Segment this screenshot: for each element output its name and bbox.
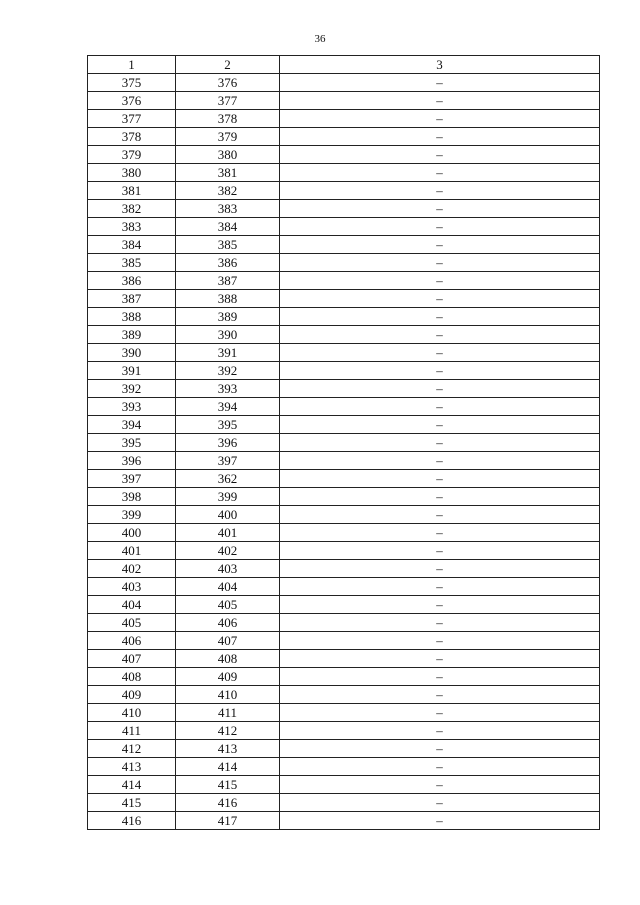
table-cell-col-1: 389 <box>88 326 176 344</box>
table-cell-col-3: – <box>280 470 600 488</box>
table-cell-col-2: 411 <box>176 704 280 722</box>
table-cell-col-3: – <box>280 362 600 380</box>
table-cell-col-3: – <box>280 542 600 560</box>
table-cell-col-1: 379 <box>88 146 176 164</box>
table-cell-col-2: 396 <box>176 434 280 452</box>
table-cell-col-2: 393 <box>176 380 280 398</box>
table-row <box>88 200 600 218</box>
table-cell-col-2: 401 <box>176 524 280 542</box>
table-cell-col-2: 404 <box>176 578 280 596</box>
table-cell-col-1: 385 <box>88 254 176 272</box>
table-cell-col-2: 362 <box>176 470 280 488</box>
table-row <box>88 272 600 290</box>
table-cell-col-2: 389 <box>176 308 280 326</box>
table-cell-col-2: 391 <box>176 344 280 362</box>
table-cell-col-2: 412 <box>176 722 280 740</box>
table-cell-col-1: 390 <box>88 344 176 362</box>
table-cell-col-3: – <box>280 92 600 110</box>
table-cell-col-3: – <box>280 74 600 92</box>
table-row <box>88 326 600 344</box>
table-cell-col-1: 408 <box>88 668 176 686</box>
table-cell-col-2: 399 <box>176 488 280 506</box>
table-cell-col-1: 410 <box>88 704 176 722</box>
table-cell-col-3: – <box>280 290 600 308</box>
table-cell-col-2: 403 <box>176 560 280 578</box>
table-row <box>88 380 600 398</box>
column-header-3: 3 <box>280 56 600 74</box>
table-row <box>88 488 600 506</box>
table-cell-col-2: 414 <box>176 758 280 776</box>
table-row <box>88 524 600 542</box>
table-row <box>88 344 600 362</box>
table-row <box>88 164 600 182</box>
table-cell-col-1: 380 <box>88 164 176 182</box>
table-cell-col-2: 383 <box>176 200 280 218</box>
table-row <box>88 740 600 758</box>
table-row <box>88 74 600 92</box>
table-cell-col-3: – <box>280 686 600 704</box>
table-cell-col-1: 387 <box>88 290 176 308</box>
table-cell-col-2: 394 <box>176 398 280 416</box>
table-row <box>88 308 600 326</box>
table-cell-col-1: 375 <box>88 74 176 92</box>
table-cell-col-2: 408 <box>176 650 280 668</box>
table-cell-col-3: – <box>280 308 600 326</box>
table-cell-col-1: 386 <box>88 272 176 290</box>
table-cell-col-1: 412 <box>88 740 176 758</box>
table-row <box>88 686 600 704</box>
table-row <box>88 812 600 830</box>
table-cell-col-1: 404 <box>88 596 176 614</box>
table-cell-col-1: 400 <box>88 524 176 542</box>
table-cell-col-1: 414 <box>88 776 176 794</box>
table-cell-col-3: – <box>280 614 600 632</box>
table-cell-col-2: 377 <box>176 92 280 110</box>
table-cell-col-3: – <box>280 452 600 470</box>
table-row <box>88 542 600 560</box>
table-cell-col-2: 413 <box>176 740 280 758</box>
table-cell-col-2: 388 <box>176 290 280 308</box>
table-cell-col-3: – <box>280 146 600 164</box>
table-cell-col-1: 383 <box>88 218 176 236</box>
table-row <box>88 560 600 578</box>
table-cell-col-3: – <box>280 254 600 272</box>
table-row <box>88 794 600 812</box>
table-cell-col-2: 379 <box>176 128 280 146</box>
table-cell-col-2: 392 <box>176 362 280 380</box>
table-cell-col-1: 393 <box>88 398 176 416</box>
table-cell-col-3: – <box>280 578 600 596</box>
table-cell-col-1: 411 <box>88 722 176 740</box>
table-row <box>88 128 600 146</box>
table-row <box>88 722 600 740</box>
table-cell-col-2: 409 <box>176 668 280 686</box>
table-cell-col-3: – <box>280 650 600 668</box>
table-cell-col-2: 380 <box>176 146 280 164</box>
table-cell-col-3: – <box>280 506 600 524</box>
table-cell-col-3: – <box>280 398 600 416</box>
table-cell-col-3: – <box>280 794 600 812</box>
table-row <box>88 758 600 776</box>
table-cell-col-1: 377 <box>88 110 176 128</box>
table-row <box>88 578 600 596</box>
table-cell-col-3: – <box>280 326 600 344</box>
table-cell-col-3: – <box>280 164 600 182</box>
table-cell-col-1: 378 <box>88 128 176 146</box>
table-cell-col-1: 416 <box>88 812 176 830</box>
table-row <box>88 596 600 614</box>
table-cell-col-2: 382 <box>176 182 280 200</box>
table-row <box>88 362 600 380</box>
table-cell-col-1: 392 <box>88 380 176 398</box>
table-cell-col-3: – <box>280 560 600 578</box>
table-row <box>88 452 600 470</box>
table-cell-col-2: 384 <box>176 218 280 236</box>
table-cell-col-3: – <box>280 416 600 434</box>
table-cell-col-1: 388 <box>88 308 176 326</box>
table-cell-col-1: 403 <box>88 578 176 596</box>
table-cell-col-3: – <box>280 380 600 398</box>
table-cell-col-3: – <box>280 812 600 830</box>
table-row <box>88 182 600 200</box>
table-cell-col-2: 397 <box>176 452 280 470</box>
table-cell-col-3: – <box>280 344 600 362</box>
table-cell-col-3: – <box>280 182 600 200</box>
table-cell-col-1: 398 <box>88 488 176 506</box>
table-cell-col-1: 405 <box>88 614 176 632</box>
table-cell-col-3: – <box>280 110 600 128</box>
table-cell-col-2: 406 <box>176 614 280 632</box>
table-cell-col-1: 382 <box>88 200 176 218</box>
table-cell-col-3: – <box>280 596 600 614</box>
table-cell-col-2: 386 <box>176 254 280 272</box>
table-row <box>88 506 600 524</box>
table-cell-col-2: 405 <box>176 596 280 614</box>
table-cell-col-1: 396 <box>88 452 176 470</box>
table-cell-col-2: 390 <box>176 326 280 344</box>
data-table <box>87 55 600 830</box>
table-cell-col-3: – <box>280 722 600 740</box>
table-row <box>88 92 600 110</box>
table-cell-col-3: – <box>280 668 600 686</box>
table-cell-col-1: 409 <box>88 686 176 704</box>
table-cell-col-2: 395 <box>176 416 280 434</box>
table-cell-col-2: 376 <box>176 74 280 92</box>
page-number: 36 <box>314 33 326 45</box>
table-cell-col-3: – <box>280 776 600 794</box>
table-cell-col-2: 385 <box>176 236 280 254</box>
table-cell-col-1: 381 <box>88 182 176 200</box>
table-cell-col-1: 413 <box>88 758 176 776</box>
table-cell-col-1: 406 <box>88 632 176 650</box>
table-cell-col-3: – <box>280 524 600 542</box>
table-cell-col-2: 402 <box>176 542 280 560</box>
table-cell-col-3: – <box>280 236 600 254</box>
table-cell-col-2: 400 <box>176 506 280 524</box>
table-cell-col-3: – <box>280 704 600 722</box>
table-cell-col-2: 415 <box>176 776 280 794</box>
table-cell-col-3: – <box>280 758 600 776</box>
table-cell-col-1: 399 <box>88 506 176 524</box>
table-cell-col-1: 391 <box>88 362 176 380</box>
table-cell-col-3: – <box>280 632 600 650</box>
table-row <box>88 416 600 434</box>
table-row <box>88 398 600 416</box>
table-row <box>88 290 600 308</box>
table-row <box>88 434 600 452</box>
table-row <box>88 776 600 794</box>
table-row <box>88 668 600 686</box>
table-cell-col-1: 407 <box>88 650 176 668</box>
table-cell-col-1: 401 <box>88 542 176 560</box>
table-header-row <box>88 56 600 74</box>
table-cell-col-2: 378 <box>176 110 280 128</box>
table-cell-col-2: 410 <box>176 686 280 704</box>
table-cell-col-2: 381 <box>176 164 280 182</box>
table-cell-col-3: – <box>280 272 600 290</box>
table-cell-col-3: – <box>280 434 600 452</box>
table-cell-col-1: 402 <box>88 560 176 578</box>
table-cell-col-2: 416 <box>176 794 280 812</box>
column-header-2: 2 <box>176 56 280 74</box>
table-cell-col-3: – <box>280 488 600 506</box>
table-cell-col-3: – <box>280 218 600 236</box>
table-cell-col-1: 397 <box>88 470 176 488</box>
table-row <box>88 254 600 272</box>
column-header-1: 1 <box>88 56 176 74</box>
table-row <box>88 632 600 650</box>
table-row <box>88 110 600 128</box>
table-cell-col-1: 384 <box>88 236 176 254</box>
table-row <box>88 146 600 164</box>
table-cell-col-2: 387 <box>176 272 280 290</box>
table-cell-col-3: – <box>280 200 600 218</box>
table-row <box>88 650 600 668</box>
table-row <box>88 614 600 632</box>
table-row <box>88 470 600 488</box>
table-row <box>88 704 600 722</box>
table-cell-col-1: 415 <box>88 794 176 812</box>
table-cell-col-3: – <box>280 128 600 146</box>
table-cell-col-3: – <box>280 740 600 758</box>
table-cell-col-1: 376 <box>88 92 176 110</box>
table-cell-col-2: 407 <box>176 632 280 650</box>
table-body <box>88 74 600 830</box>
table-cell-col-2: 417 <box>176 812 280 830</box>
table-cell-col-1: 395 <box>88 434 176 452</box>
table-row <box>88 236 600 254</box>
table-row <box>88 218 600 236</box>
table-cell-col-1: 394 <box>88 416 176 434</box>
